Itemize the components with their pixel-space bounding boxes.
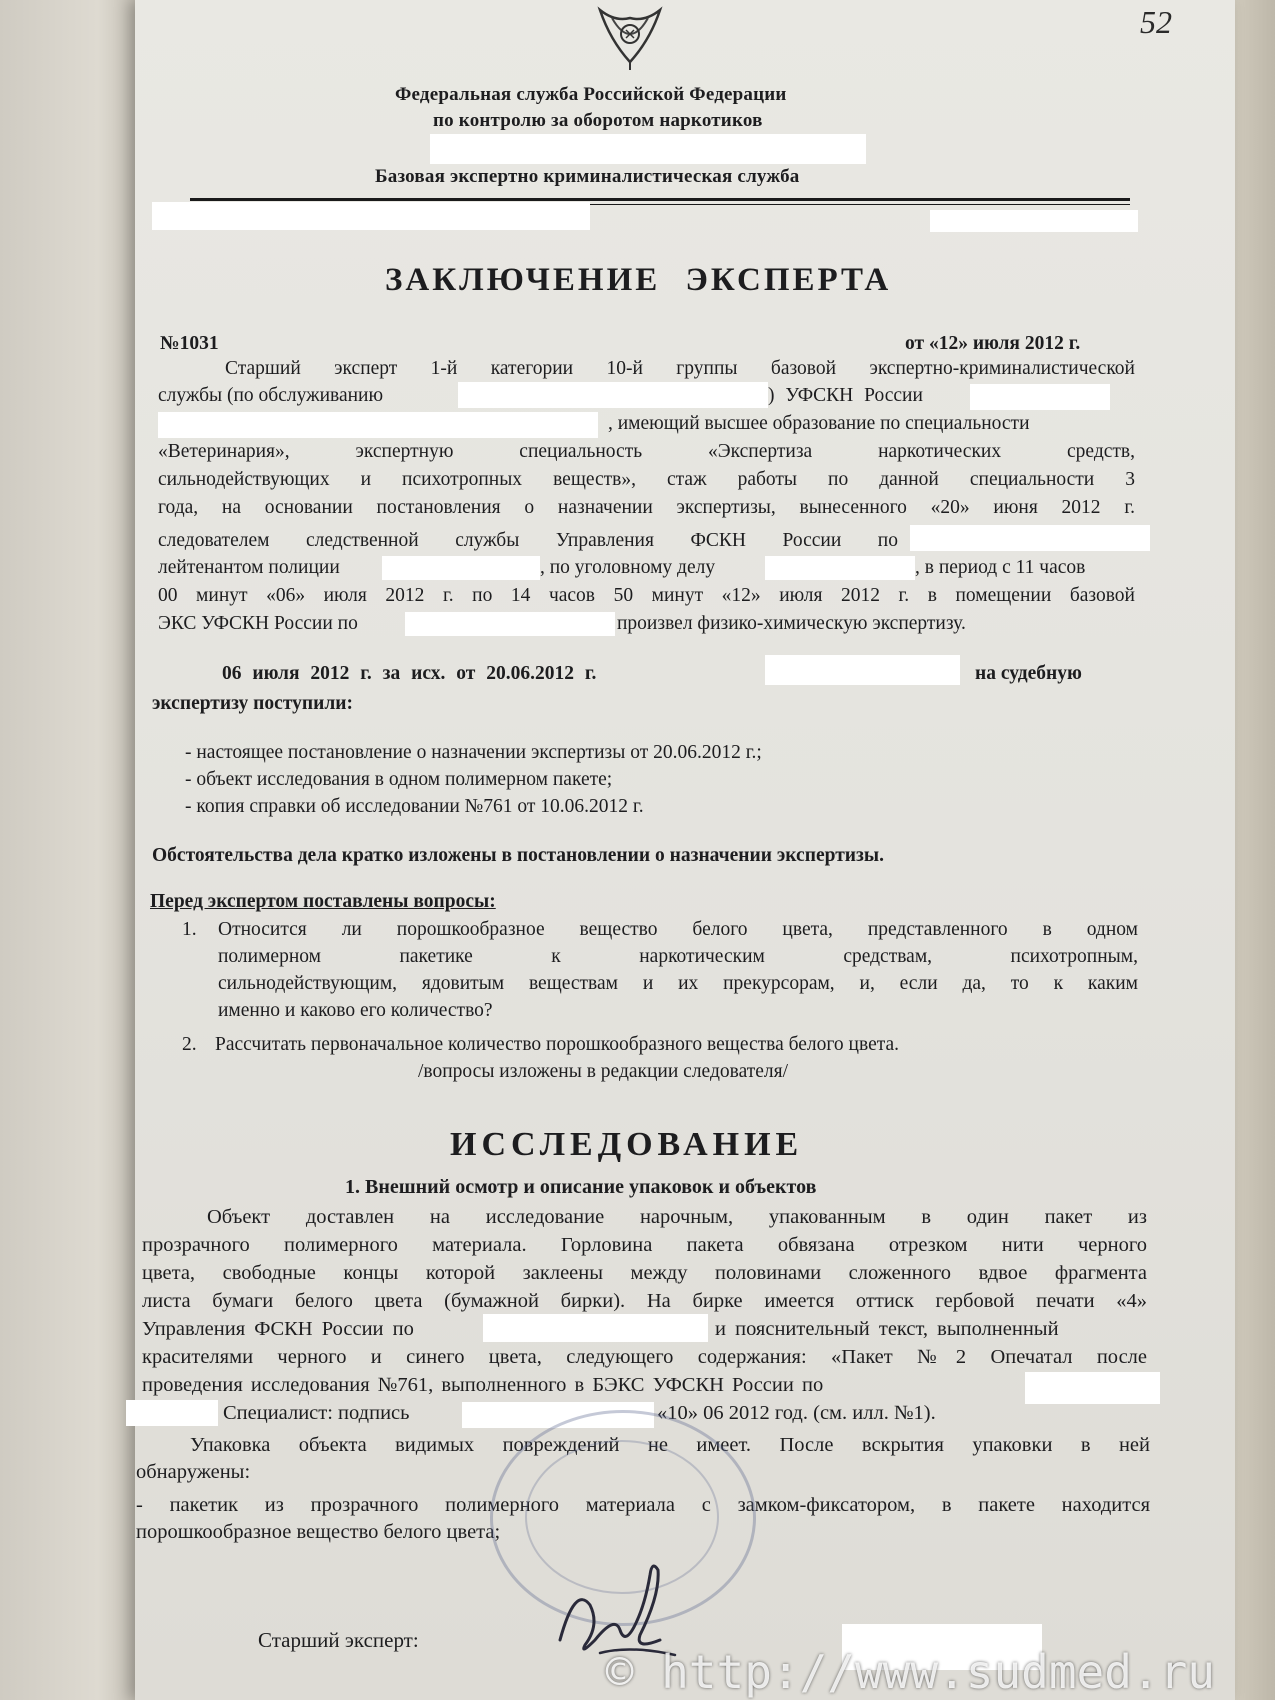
section1-line: и пояснительный текст, выполненный	[715, 1318, 1059, 1340]
section1-line: прозрачного полимерного материала. Горловина пакета обвязана отрезком нити черного	[142, 1234, 1147, 1256]
intro-line: года, на основании постановления о назначении экспертизы, вынесенного «20» июня 2012 г.	[158, 497, 1135, 518]
redaction-region	[458, 382, 768, 408]
section1-title: 1. Внешний осмотр и описание упаковок и объектов	[345, 1176, 817, 1198]
intro-line: ) УФСКН России	[768, 385, 923, 406]
redaction-investigator-name	[382, 556, 540, 580]
header-rule	[190, 198, 1130, 201]
question-line: сильнодействующим, ядовитым веществам и их прекурсорам, и, если да, то к каким	[218, 973, 1138, 994]
redaction-region	[126, 1400, 218, 1426]
redaction-region	[405, 612, 615, 636]
intro-line: , в период с 11 часов	[915, 557, 1086, 578]
received-line: на судебную	[975, 663, 1082, 684]
emblem-icon	[590, 0, 670, 72]
received-item: - настоящее постановление о назначении экспертизы от 20.06.2012 г.;	[185, 742, 762, 763]
section1-line: Управления ФСКН России по	[142, 1318, 414, 1340]
question-line: полимерном пакетике к наркотическим средствам, психотропным,	[218, 946, 1138, 967]
section1-line: Объект доставлен на исследование нарочным, упакованным в один пакет из	[207, 1206, 1147, 1228]
intro-line: ЭКС УФСКН России по	[158, 613, 358, 634]
received-line: экспертизу поступили:	[152, 693, 354, 714]
watermark: © http://www.sudmed.ru	[605, 1645, 1215, 1699]
agency-line2: по контролю за оборотом наркотиков	[433, 110, 763, 131]
intro-line: лейтенантом полиции	[158, 557, 340, 578]
question-line: Рассчитать первоначальное количество порошкообразного вещества белого цвета.	[215, 1034, 900, 1055]
conclusion-date: от «12» июля 2012 г.	[905, 333, 1081, 354]
conclusion-number: №1031	[160, 333, 219, 354]
intro-line: следователем следственной службы Управления ФСКН России по	[158, 530, 898, 551]
section1-line: Специалист: подпись	[223, 1402, 410, 1424]
intro-line: сильнодействующих и психотропных веществ», стаж работы по данной специальности 3	[158, 469, 1135, 490]
questions-note: /вопросы изложены в редакции следователя/	[418, 1061, 789, 1082]
research-title: ИССЛЕДОВАНИЕ	[450, 1126, 804, 1163]
received-line: 06 июля 2012 г. за исх. от 20.06.2012 г.	[222, 663, 597, 684]
section1-line: проведения исследования №761, выполненного в БЭКС УФСКН России по	[142, 1374, 824, 1396]
circumstances-text: Обстоятельства дела кратко изложены в постановлении о назначении экспертизы.	[152, 845, 884, 866]
section1-line: порошкообразное вещество белого цвета;	[136, 1521, 501, 1543]
questions-heading: Перед экспертом поставлены вопросы:	[150, 891, 496, 912]
page-number: 52	[1140, 4, 1172, 40]
background-left-sheet	[0, 0, 140, 1700]
intro-line: , по уголовному делу	[540, 557, 716, 578]
question-number: 2.	[182, 1034, 197, 1055]
redaction-reference	[930, 210, 1138, 232]
section1-line: обнаружены:	[136, 1461, 251, 1483]
redaction-case-number	[765, 556, 915, 580]
section1-line: цвета, свободные концы которой заклеены между половинами сложенного вдвое фрагмента	[142, 1262, 1147, 1284]
redaction-reference-number	[765, 655, 960, 685]
received-item: - копия справки об исследовании №761 от 10.06.2012 г.	[185, 796, 644, 817]
redaction-location	[152, 202, 590, 230]
intro-line: , имеющий высшее образование по специальности	[608, 413, 1030, 434]
intro-line: службы (по обслуживанию	[158, 385, 384, 406]
intro-line: Старший эксперт 1-й категории 10-й группы базовой экспертно-криминалистической	[225, 358, 1135, 379]
section1-line: - пакетик из прозрачного полимерного материала с замком-фиксатором, в пакете находится	[136, 1494, 1150, 1516]
redaction-agency-branch	[430, 134, 866, 164]
section1-line: красителями черного и синего цвета, следующего содержания: «Пакет №2 Опечатал после	[142, 1346, 1147, 1368]
agency-line1: Федеральная служба Российской Федерации	[395, 84, 787, 105]
redaction-region	[910, 525, 1150, 551]
intro-line: произвел физико-химическую экспертизу.	[617, 613, 966, 634]
agency-line3: Базовая экспертно криминалистическая служба	[375, 166, 800, 187]
received-item: - объект исследования в одном полимерном пакете;	[185, 769, 613, 790]
question-number: 1.	[182, 919, 197, 940]
question-line: именно и каково его количество?	[218, 1000, 493, 1021]
page-title: ЗАКЛЮЧЕНИЕ ЭКСПЕРТА	[385, 262, 892, 298]
redaction-region	[1025, 1372, 1160, 1404]
section1-line: «10» 06 2012 год. (см. илл. №1).	[657, 1402, 936, 1424]
signature-label: Старший эксперт:	[258, 1628, 419, 1652]
redaction-region	[483, 1314, 708, 1342]
section1-line: Упаковка объекта видимых повреждений не имеет. После вскрытия упаковки в ней	[190, 1434, 1150, 1456]
intro-line: «Ветеринария», экспертную специальность «Экспертиза наркотических средств,	[158, 441, 1135, 462]
section1-line: листа бумаги белого цвета (бумажной бирки). На бирке имеется оттиск гербовой печати «4»	[142, 1290, 1147, 1312]
redaction-region	[970, 384, 1110, 410]
redaction-expert-name	[158, 412, 598, 438]
question-line: Относится ли порошкообразное вещество белого цвета, представленного в одном	[218, 919, 1138, 940]
intro-line: 00 минут «06» июля 2012 г. по 14 часов 50 минут «12» июля 2012 г. в помещении базовой	[158, 585, 1135, 606]
